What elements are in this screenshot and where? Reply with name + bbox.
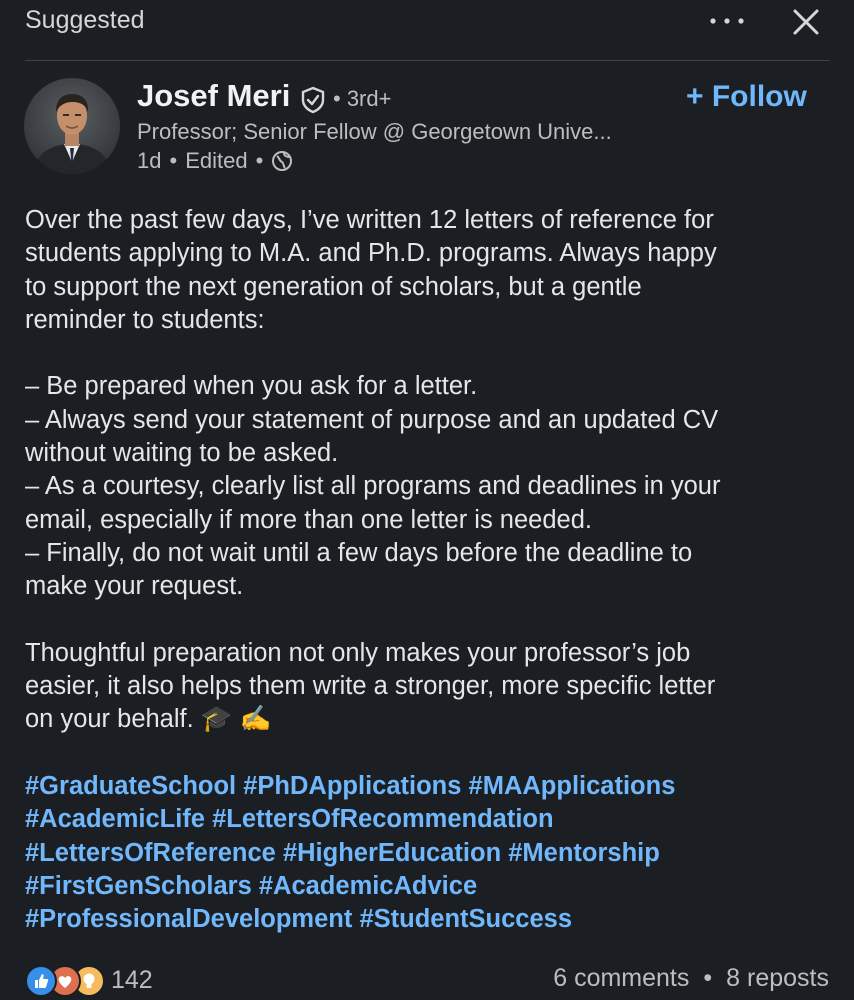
hashtag-line bbox=[25, 770, 835, 803]
hashtags bbox=[25, 770, 835, 936]
hashtag-link[interactable]: #GraduateSchool bbox=[25, 772, 237, 800]
hashtag-link[interactable]: #StudentSuccess bbox=[359, 905, 573, 934]
reactions-summary[interactable] bbox=[25, 963, 153, 997]
post-body-line: – As a courtesy, clearly list all programs and deadlines in your bbox=[25, 472, 721, 501]
post-body-line: Over the past few days, I’ve written 12 letters of reference for bbox=[25, 206, 714, 234]
verified-icon bbox=[300, 86, 326, 114]
post-body-line: reminder to students: bbox=[25, 305, 265, 334]
suggested-label: Suggested bbox=[25, 6, 145, 34]
follow-button[interactable]: + Follow bbox=[686, 80, 807, 113]
hashtag-line bbox=[25, 903, 835, 936]
connection-degree: • 3rd+ bbox=[333, 86, 392, 111]
suggested-header bbox=[0, 0, 854, 60]
hashtag-link[interactable]: #AcademicAdvice bbox=[258, 871, 478, 900]
comments-count[interactable]: 6 comments bbox=[553, 964, 690, 992]
hashtag-link[interactable]: #HigherEducation bbox=[282, 838, 502, 867]
post-body-line: on your behalf. 🎓 ✍️ bbox=[25, 705, 272, 734]
post-meta bbox=[137, 148, 293, 174]
globe-icon bbox=[271, 150, 293, 172]
post-body-line: students applying to M.A. and Ph.D. programs. Always happy bbox=[25, 239, 717, 268]
post-body-line: – Always send your statement of purpose and an updated CV bbox=[25, 405, 719, 434]
hashtag-link[interactable]: #AcademicLife bbox=[25, 805, 205, 834]
hashtag-link[interactable]: #MAApplications bbox=[468, 772, 676, 800]
hashtag-line bbox=[25, 870, 835, 903]
post-body-line: – Finally, do not wait until a few days before the deadline to bbox=[25, 538, 693, 567]
hashtag-link[interactable]: #LettersOfRecommendation bbox=[212, 805, 554, 834]
hashtag-line bbox=[25, 837, 835, 870]
engagement-separator: • bbox=[703, 964, 713, 992]
post-body-line: email, especially if more than one letter is needed. bbox=[25, 505, 592, 534]
post-body-line: make your request. bbox=[25, 572, 244, 601]
post-body-line: easier, it also helps them write a stronger, more specific letter bbox=[25, 672, 716, 701]
post-body-line: to support the next generation of scholars, but a gentle bbox=[25, 272, 642, 301]
hashtag-link[interactable]: #FirstGenScholars bbox=[25, 871, 252, 900]
post-time: 1d bbox=[137, 148, 162, 173]
like-reaction-icon bbox=[25, 965, 57, 997]
post-body-line bbox=[25, 604, 835, 637]
author-name[interactable]: Josef Meri bbox=[137, 78, 291, 113]
edited-label: Edited bbox=[185, 148, 248, 173]
meta-separator: • bbox=[255, 148, 264, 173]
reaction-count: 142 bbox=[111, 965, 153, 994]
hashtag-link[interactable]: #ProfessionalDevelopment bbox=[25, 905, 353, 934]
engagement-summary bbox=[553, 964, 829, 993]
hashtag-link[interactable]: #PhDApplications bbox=[243, 772, 462, 800]
reaction-icons bbox=[25, 964, 105, 996]
author-headline: Professor; Senior Fellow @ Georgetown Unive... bbox=[137, 119, 612, 144]
post-body-line: Thoughtful preparation not only makes your professor’s job bbox=[25, 638, 691, 667]
reposts-count[interactable]: 8 reposts bbox=[726, 964, 829, 992]
post-body-line bbox=[25, 337, 835, 370]
hashtag-link[interactable]: #Mentorship bbox=[508, 838, 660, 867]
post-body bbox=[25, 204, 835, 737]
post-body-line: without waiting to be asked. bbox=[25, 439, 339, 468]
post-body-line: – Be prepared when you ask for a letter. bbox=[25, 372, 478, 401]
hashtag-link[interactable]: #LettersOfReference bbox=[25, 838, 276, 867]
hashtag-line bbox=[25, 803, 835, 836]
header-divider bbox=[25, 60, 830, 61]
close-icon[interactable] bbox=[790, 6, 822, 38]
author-avatar[interactable] bbox=[24, 78, 120, 174]
meta-separator: • bbox=[169, 148, 178, 173]
more-options-icon[interactable] bbox=[708, 6, 746, 36]
